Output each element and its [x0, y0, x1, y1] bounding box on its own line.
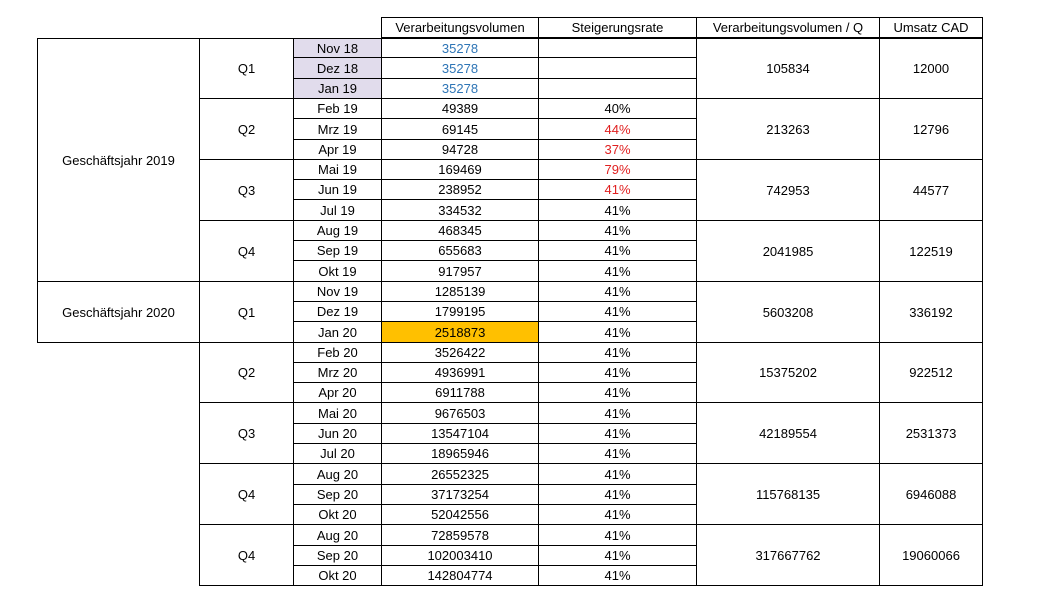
fiscal-year-label: Geschäftsjahr 2020 — [37, 282, 199, 343]
monthly-volume: 468345 — [381, 221, 538, 241]
growth-rate: 41% — [538, 200, 696, 221]
month-label: Nov 19 — [293, 282, 381, 302]
growth-rate — [538, 79, 696, 99]
monthly-volume: 69145 — [381, 119, 538, 140]
quarter-revenue: 44577 — [879, 160, 983, 221]
month-label: Okt 19 — [293, 261, 381, 282]
growth-rate: 41% — [538, 546, 696, 566]
monthly-volume: 142804774 — [381, 566, 538, 586]
quarter-label: Q1 — [199, 282, 293, 343]
growth-rate: 41% — [538, 302, 696, 322]
header-revenue-cad: Umsatz CAD — [879, 17, 983, 38]
growth-rate: 41% — [538, 383, 696, 403]
growth-rate: 41% — [538, 525, 696, 546]
growth-rate — [538, 38, 696, 58]
quarter-label: Q4 — [199, 464, 293, 525]
month-label: Feb 19 — [293, 99, 381, 119]
month-label: Jan 19 — [293, 79, 381, 99]
monthly-volume: 1285139 — [381, 282, 538, 302]
monthly-volume: 35278 — [381, 58, 538, 79]
quarter-volume: 317667762 — [696, 525, 879, 586]
quarter-volume: 42189554 — [696, 403, 879, 464]
header-rate: Steigerungsrate — [538, 17, 696, 38]
growth-rate: 37% — [538, 140, 696, 160]
month-label: Apr 19 — [293, 140, 381, 160]
month-label: Okt 20 — [293, 566, 381, 586]
month-label: Mai 20 — [293, 403, 381, 424]
quarter-revenue: 2531373 — [879, 403, 983, 464]
growth-rate: 41% — [538, 282, 696, 302]
growth-rate: 79% — [538, 160, 696, 180]
monthly-volume: 9676503 — [381, 403, 538, 424]
month-label: Dez 18 — [293, 58, 381, 79]
growth-rate: 41% — [538, 505, 696, 525]
month-label: Mai 19 — [293, 160, 381, 180]
growth-rate: 41% — [538, 322, 696, 343]
month-label: Jan 20 — [293, 322, 381, 343]
month-label: Sep 20 — [293, 485, 381, 505]
month-label: Okt 20 — [293, 505, 381, 525]
monthly-volume: 37173254 — [381, 485, 538, 505]
growth-rate: 41% — [538, 444, 696, 464]
growth-rate: 41% — [538, 221, 696, 241]
month-label: Feb 20 — [293, 343, 381, 363]
quarter-revenue: 922512 — [879, 343, 983, 403]
quarter-volume: 115768135 — [696, 464, 879, 525]
quarter-revenue: 336192 — [879, 282, 983, 343]
monthly-volume: 2518873 — [381, 322, 538, 343]
monthly-volume: 238952 — [381, 180, 538, 200]
monthly-volume: 72859578 — [381, 525, 538, 546]
month-label: Dez 19 — [293, 302, 381, 322]
month-label: Sep 20 — [293, 546, 381, 566]
growth-rate: 41% — [538, 403, 696, 424]
fiscal-year-label: Geschäftsjahr 2019 — [37, 38, 199, 282]
month-label: Jun 20 — [293, 424, 381, 444]
quarter-label: Q2 — [199, 99, 293, 160]
quarter-revenue: 6946088 — [879, 464, 983, 525]
quarter-label: Q4 — [199, 525, 293, 586]
quarter-volume: 742953 — [696, 160, 879, 221]
monthly-volume: 49389 — [381, 99, 538, 119]
month-label: Jun 19 — [293, 180, 381, 200]
monthly-volume: 52042556 — [381, 505, 538, 525]
quarter-volume: 213263 — [696, 99, 879, 160]
quarter-volume: 15375202 — [696, 343, 879, 403]
quarter-volume: 2041985 — [696, 221, 879, 282]
monthly-volume: 35278 — [381, 38, 538, 58]
monthly-volume: 655683 — [381, 241, 538, 261]
quarter-revenue: 12000 — [879, 38, 983, 99]
month-label: Nov 18 — [293, 38, 381, 58]
growth-rate: 41% — [538, 485, 696, 505]
month-label: Aug 19 — [293, 221, 381, 241]
month-label: Jul 19 — [293, 200, 381, 221]
quarter-revenue: 12796 — [879, 99, 983, 160]
growth-rate: 41% — [538, 241, 696, 261]
monthly-volume: 13547104 — [381, 424, 538, 444]
growth-rate: 41% — [538, 566, 696, 586]
growth-rate: 41% — [538, 261, 696, 282]
quarter-volume: 5603208 — [696, 282, 879, 343]
growth-rate — [538, 58, 696, 79]
month-label: Aug 20 — [293, 525, 381, 546]
growth-rate: 41% — [538, 343, 696, 363]
monthly-volume: 6911788 — [381, 383, 538, 403]
monthly-volume: 334532 — [381, 200, 538, 221]
header-volume-per-quarter: Verarbeitungsvolumen / Q — [696, 17, 879, 38]
month-label: Mrz 19 — [293, 119, 381, 140]
quarter-revenue: 19060066 — [879, 525, 983, 586]
quarter-label: Q2 — [199, 343, 293, 403]
month-label: Jul 20 — [293, 444, 381, 464]
month-label: Apr 20 — [293, 383, 381, 403]
quarter-volume: 105834 — [696, 38, 879, 99]
monthly-volume: 4936991 — [381, 363, 538, 383]
monthly-volume: 18965946 — [381, 444, 538, 464]
month-label: Aug 20 — [293, 464, 381, 485]
monthly-volume: 169469 — [381, 160, 538, 180]
quarter-revenue: 122519 — [879, 221, 983, 282]
quarter-label: Q3 — [199, 403, 293, 464]
growth-rate: 41% — [538, 424, 696, 444]
header-volume: Verarbeitungsvolumen — [381, 17, 538, 38]
growth-rate: 41% — [538, 363, 696, 383]
monthly-volume: 1799195 — [381, 302, 538, 322]
quarter-label: Q1 — [199, 38, 293, 99]
growth-rate: 44% — [538, 119, 696, 140]
month-label: Mrz 20 — [293, 363, 381, 383]
monthly-volume: 917957 — [381, 261, 538, 282]
monthly-volume: 102003410 — [381, 546, 538, 566]
monthly-volume: 26552325 — [381, 464, 538, 485]
quarter-label: Q4 — [199, 221, 293, 282]
monthly-volume: 35278 — [381, 79, 538, 99]
monthly-volume: 94728 — [381, 140, 538, 160]
growth-rate: 40% — [538, 99, 696, 119]
quarter-label: Q3 — [199, 160, 293, 221]
month-label: Sep 19 — [293, 241, 381, 261]
growth-rate: 41% — [538, 464, 696, 485]
growth-rate: 41% — [538, 180, 696, 200]
monthly-volume: 3526422 — [381, 343, 538, 363]
